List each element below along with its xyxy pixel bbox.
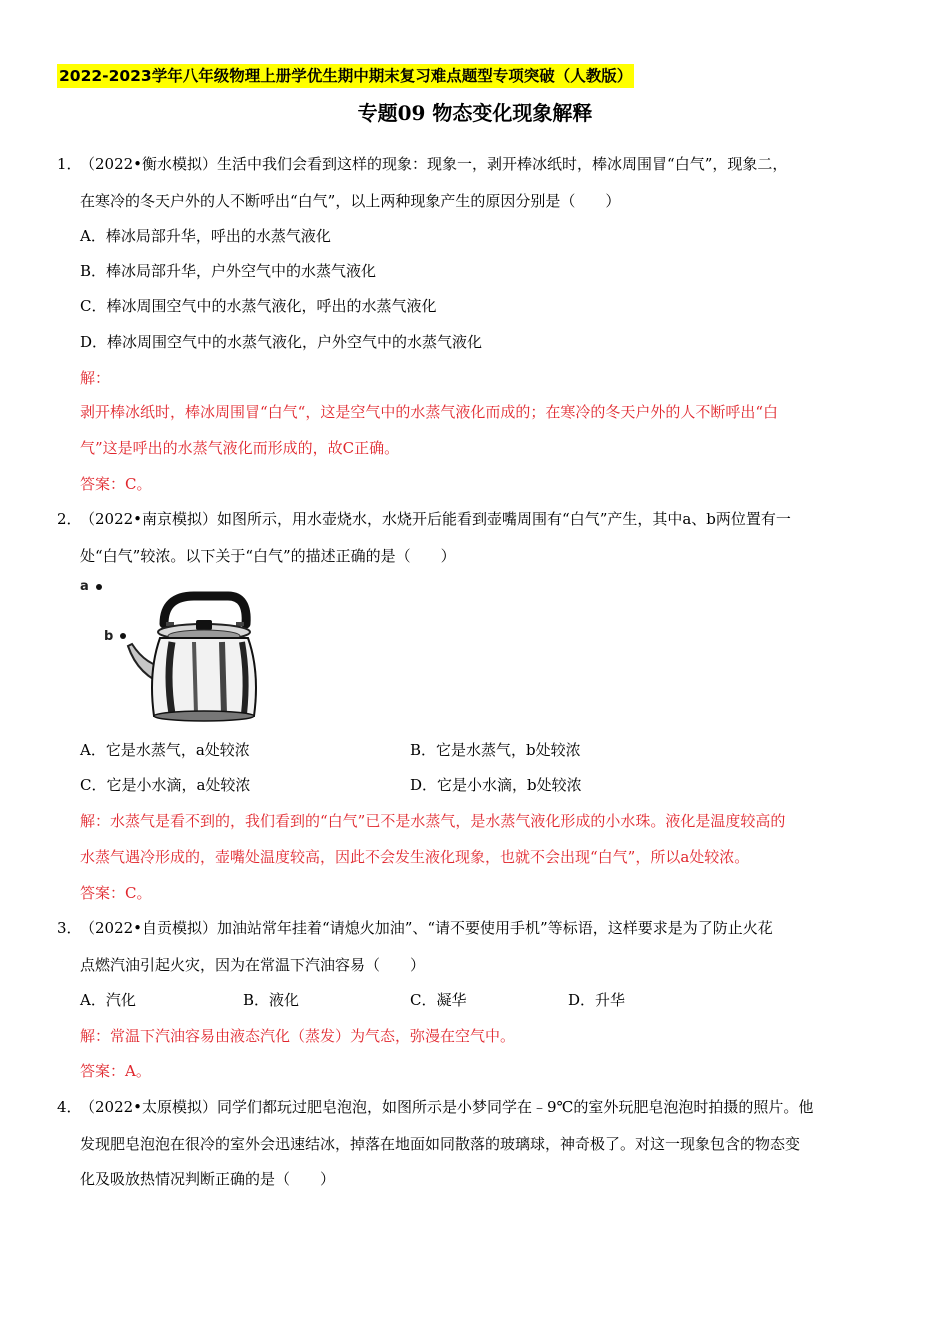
question-2-option-c: C．它是小水滴，a处较浓 <box>80 776 251 794</box>
question-1-number: 1． <box>57 155 82 173</box>
question-1-option-a: A．棒冰局部升华，呼出的水蒸气液化 <box>80 227 331 245</box>
question-2-text-line-2: 处“白气”较浓。以下关于“白气”的描述正确的是（ ） <box>80 547 456 565</box>
question-1-option-c: C．棒冰周围空气中的水蒸气液化，呼出的水蒸气液化 <box>80 297 437 315</box>
point-a <box>96 584 102 590</box>
question-3-option-b: B．液化 <box>243 991 300 1009</box>
question-4-text-line-3: 化及吸放热情况判断正确的是（ ） <box>80 1170 336 1188</box>
question-2-option-b: B．它是水蒸气，b处较浓 <box>410 741 581 759</box>
question-2-option-a: A．它是水蒸气，a处较浓 <box>80 741 250 759</box>
kettle-icon <box>128 596 256 721</box>
point-b <box>120 633 126 639</box>
question-1-answer: 答案：C。 <box>80 475 152 493</box>
question-1-text-line-2: 在寒冷的冬天户外的人不断呼出“白气”，以上两种现象产生的原因分别是（ ） <box>80 192 621 210</box>
question-3-solution-line-1: 解：常温下汽油容易由液态汽化（蒸发）为气态，弥漫在空气中。 <box>80 1027 516 1045</box>
question-1-solution-line-1: 剥开棒冰纸时，棒冰周围冒“白气“，这是空气中的水蒸气液化而成的；在寒冷的冬天户外的人不断呼出“白 <box>80 403 779 421</box>
question-2-solution-line-2: 水蒸气遇冷形成的，壶嘴处温度较高，因此不会发生液化现象，也就不会出现“白气”，所以a处较浓。 <box>80 848 750 866</box>
question-2-text-line-1: （2022•南京模拟）如图所示，用水壶烧水，水烧开后能看到壶嘴周围有“白气”产生，其中a、b两位置有一 <box>80 510 791 528</box>
series-banner: 2022-2023学年八年级物理上册学优生期中期末复习难点题型专项突破（人教版） <box>57 64 634 88</box>
question-1-option-b: B．棒冰局部升华，户外空气中的水蒸气液化 <box>80 262 377 280</box>
question-3-answer: 答案：A。 <box>80 1062 151 1080</box>
question-1-text-line-1: （2022•衡水模拟）生活中我们会看到这样的现象：现象一，剥开棒冰纸时，棒冰周围冒“白气”，现象二， <box>80 155 788 173</box>
page-title: 专题09 物态变化现象解释 <box>357 101 593 125</box>
question-3-number: 3． <box>57 919 82 937</box>
question-3-text-line-2: 点燃汽油引起火灾，因为在常温下汽油容易（ ） <box>80 956 426 974</box>
question-3-text-line-1: （2022•自贡模拟）加油站常年挂着“请熄火加油”、“请不要使用手机”等标语，这样要求是为了防止火花 <box>80 919 773 937</box>
question-2-option-d: D．它是小水滴，b处较浓 <box>410 776 582 794</box>
kettle-figure <box>76 576 276 724</box>
question-4-text-line-1: （2022•太原模拟）同学们都玩过肥皂泡泡，如图所示是小梦同学在﹣9℃的室外玩肥皂泡泡时拍摄的照片。他 <box>80 1098 814 1116</box>
label-a: a <box>80 579 89 594</box>
label-b: b <box>104 629 114 644</box>
question-2-solution-line-1: 解：水蒸气是看不到的，我们看到的“白气”已不是水蒸气，是水蒸气液化形成的小水珠。液化是温度较高的 <box>80 812 786 830</box>
question-3-option-a: A．汽化 <box>80 991 136 1009</box>
question-1-solution-label: 解： <box>80 369 111 387</box>
question-2-number: 2． <box>57 510 82 528</box>
question-2-answer: 答案：C。 <box>80 884 152 902</box>
question-4-text-line-2: 发现肥皂泡泡在很冷的室外会迅速结冰，掉落在地面如同散落的玻璃球，神奇极了。对这一现象包含的物态变 <box>80 1135 801 1153</box>
question-1-option-d: D．棒冰周围空气中的水蒸气液化，户外空气中的水蒸气液化 <box>80 333 483 351</box>
question-3-option-d: D．升华 <box>568 991 626 1009</box>
question-4-number: 4． <box>57 1098 82 1116</box>
question-3-option-c: C．凝华 <box>410 991 467 1009</box>
question-1-solution-line-2: 气”这是呼出的水蒸气液化而形成的，故C正确。 <box>80 439 400 457</box>
